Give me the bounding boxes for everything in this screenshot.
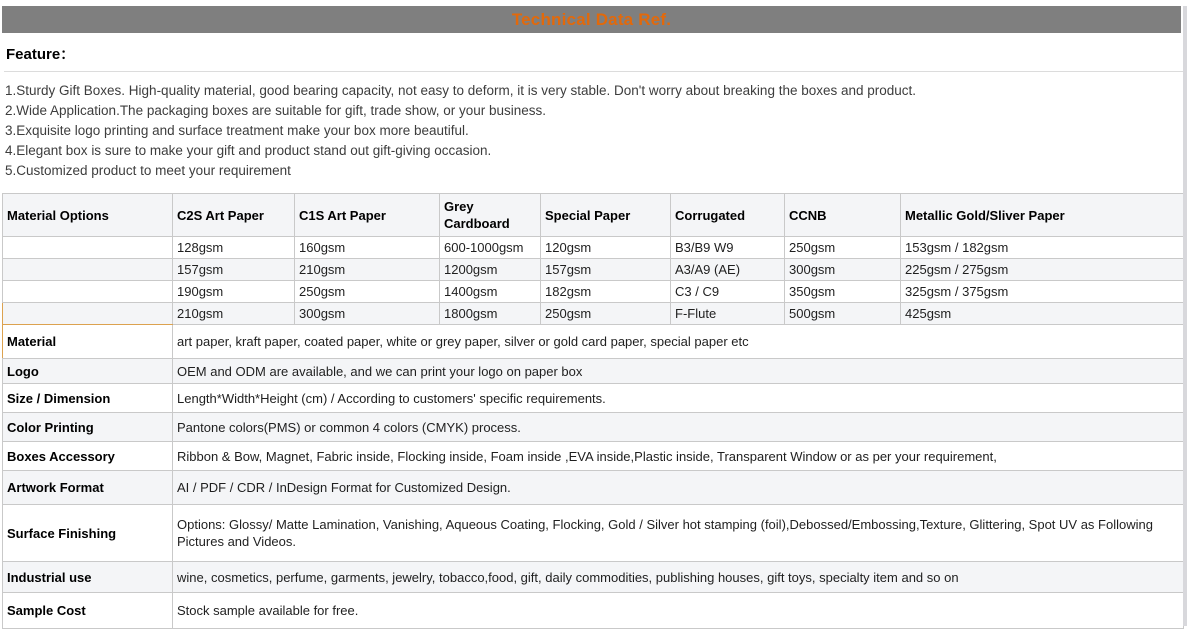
spec-label: Logo xyxy=(3,359,173,384)
spec-label: Industrial use xyxy=(3,562,173,593)
gsm-cell: 325gsm / 375gsm xyxy=(901,281,1184,303)
table-row xyxy=(3,259,1184,281)
gsm-cell: 225gsm / 275gsm xyxy=(901,259,1184,281)
spec-row xyxy=(3,505,1184,562)
column-header: Metallic Gold/Sliver Paper xyxy=(901,194,1184,237)
column-header: C2S Art Paper xyxy=(173,194,295,237)
gsm-cell: 300gsm xyxy=(295,303,440,325)
spec-label: Boxes Accessory xyxy=(3,442,173,471)
spec-value: Pantone colors(PMS) or common 4 colors (CMYK) process. xyxy=(173,413,1184,442)
gsm-cell: 300gsm xyxy=(785,259,901,281)
gsm-cell: 1800gsm xyxy=(440,303,541,325)
spec-row xyxy=(3,325,1184,359)
spec-label: Surface Finishing xyxy=(3,505,173,562)
gsm-cell: 500gsm xyxy=(785,303,901,325)
spec-row xyxy=(3,442,1184,471)
gsm-cell: 210gsm xyxy=(173,303,295,325)
gsm-cell: A3/A9 (AE) xyxy=(671,259,785,281)
spec-value: art paper, kraft paper, coated paper, white or grey paper, silver or gold card paper, special paper etc xyxy=(173,325,1184,359)
spec-body xyxy=(3,325,1184,629)
gsm-cell: 153gsm / 182gsm xyxy=(901,237,1184,259)
column-header: CCNB xyxy=(785,194,901,237)
gsm-cell: 600-1000gsm xyxy=(440,237,541,259)
gsm-cell: 250gsm xyxy=(785,237,901,259)
feature-item-4: 4.Elegant box is sure to make your gift and product stand out gift-giving occasion. xyxy=(5,143,492,158)
gsm-cell: 120gsm xyxy=(541,237,671,259)
page-title: Technical Data Ref. xyxy=(511,9,672,29)
feature-item-2: 2.Wide Application.The packaging boxes are suitable for gift, trade show, or your business. xyxy=(5,103,547,118)
gsm-cell: 128gsm xyxy=(173,237,295,259)
spec-row xyxy=(3,471,1184,505)
spec-value: Length*Width*Height (cm) / According to customers' specific requirements. xyxy=(173,384,1184,413)
spec-value: OEM and ODM are available, and we can print your logo on paper box xyxy=(173,359,1184,384)
spec-row xyxy=(3,562,1184,593)
feature-list xyxy=(0,72,1187,181)
spec-value: Options: Glossy/ Matte Lamination, Vanishing, Aqueous Coating, Flocking, Gold / Silver hot stamping (foil),Debossed/Embossing,Texture, Glittering, Spot UV as Following Pictures and Videos. xyxy=(173,505,1184,562)
column-header: Special Paper xyxy=(541,194,671,237)
row-spacer-cell xyxy=(3,237,173,259)
feature-item-5: 5.Customized product to meet your requirement xyxy=(5,163,291,178)
feature-heading: Feature： xyxy=(4,33,1183,72)
spec-label: Material xyxy=(3,325,173,359)
column-header: Corrugated xyxy=(671,194,785,237)
spec-label: Size / Dimension xyxy=(3,384,173,413)
table-row xyxy=(3,237,1184,259)
spec-label: Artwork Format xyxy=(3,471,173,505)
spec-label: Color Printing xyxy=(3,413,173,442)
gsm-cell: 350gsm xyxy=(785,281,901,303)
spec-value: Stock sample available for free. xyxy=(173,593,1184,629)
gsm-cell: 160gsm xyxy=(295,237,440,259)
materials-header-row xyxy=(3,194,1184,237)
spec-value: AI / PDF / CDR / InDesign Format for Customized Design. xyxy=(173,471,1184,505)
technical-data-banner xyxy=(2,6,1181,33)
column-header: C1S Art Paper xyxy=(295,194,440,237)
gsm-cell: 157gsm xyxy=(173,259,295,281)
gsm-cell: 190gsm xyxy=(173,281,295,303)
spec-value: Ribbon & Bow, Magnet, Fabric inside, Flocking inside, Foam inside ,EVA inside,Plastic inside, Transparent Window or as per your requirement, xyxy=(173,442,1184,471)
spec-label: Sample Cost xyxy=(3,593,173,629)
gsm-cell: 1200gsm xyxy=(440,259,541,281)
page-edge-strip xyxy=(1183,6,1187,626)
row-spacer-cell xyxy=(3,281,173,303)
gsm-cell: 157gsm xyxy=(541,259,671,281)
materials-body xyxy=(3,237,1184,325)
column-header: Grey Cardboard xyxy=(440,194,541,237)
gsm-cell: 210gsm xyxy=(295,259,440,281)
spec-row xyxy=(3,359,1184,384)
table-row xyxy=(3,303,1184,325)
row-spacer-cell xyxy=(3,303,173,325)
table-row xyxy=(3,281,1184,303)
gsm-cell: C3 / C9 xyxy=(671,281,785,303)
row-spacer-cell xyxy=(3,259,173,281)
gsm-cell: 250gsm xyxy=(295,281,440,303)
spec-row xyxy=(3,384,1184,413)
technical-data-table xyxy=(2,193,1184,629)
column-header: Material Options xyxy=(3,194,173,237)
spec-row xyxy=(3,593,1184,629)
gsm-cell: 425gsm xyxy=(901,303,1184,325)
spec-row xyxy=(3,413,1184,442)
gsm-cell: B3/B9 W9 xyxy=(671,237,785,259)
feature-item-1: 1.Sturdy Gift Boxes. High-quality material, good bearing capacity, not easy to deform, it is very stable. Don't worry about breaking the boxes and product. xyxy=(5,83,917,98)
feature-item-3: 3.Exquisite logo printing and surface treatment make your box more beautiful. xyxy=(5,123,469,138)
gsm-cell: 250gsm xyxy=(541,303,671,325)
gsm-cell: F-Flute xyxy=(671,303,785,325)
spec-value: wine, cosmetics, perfume, garments, jewelry, tobacco,food, gift, daily commodities, publishing houses, gift toys, specialty item and so on xyxy=(173,562,1184,593)
gsm-cell: 182gsm xyxy=(541,281,671,303)
gsm-cell: 1400gsm xyxy=(440,281,541,303)
